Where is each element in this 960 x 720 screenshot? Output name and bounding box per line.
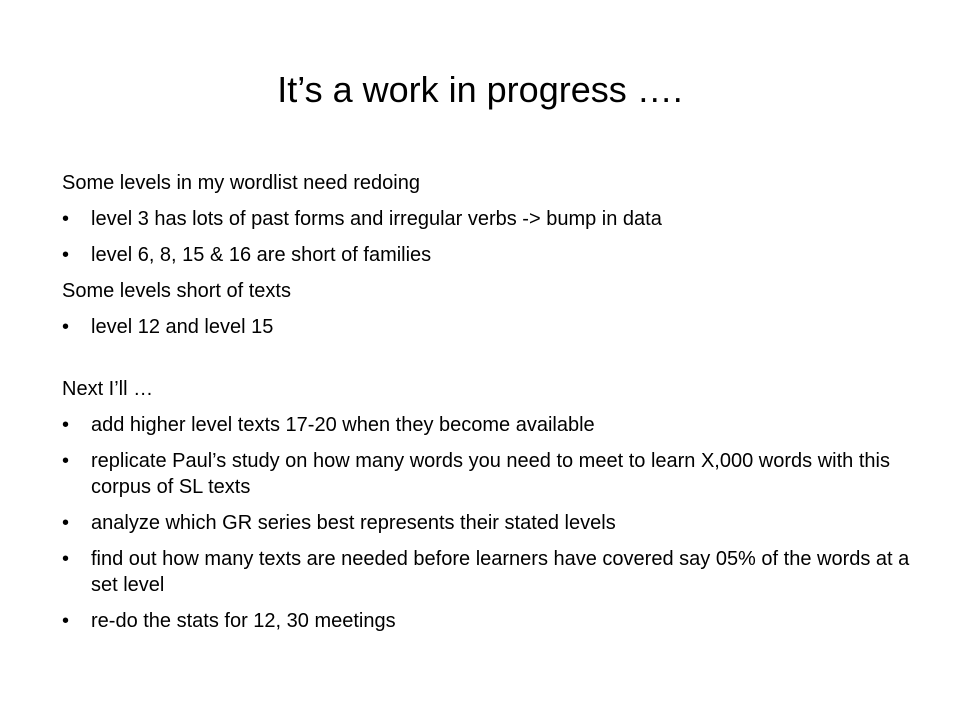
bullet-text: add higher level texts 17-20 when they become available: [91, 414, 595, 436]
bullet-item: [62, 546, 922, 598]
bullet-item: [62, 608, 922, 634]
bullet-dot: •: [62, 414, 70, 436]
section-heading-next: Next I’ll …: [62, 378, 154, 400]
bullet-text: re-do the stats for 12, 30 meetings: [91, 610, 396, 632]
bullet-dot: •: [62, 316, 70, 338]
bullet-text: analyze which GR series best represents their stated levels: [91, 512, 616, 534]
bullet-item: [62, 242, 922, 268]
bullet-item: [62, 448, 922, 500]
bullet-item: [62, 510, 922, 536]
section-heading-texts: Some levels short of texts: [62, 280, 291, 302]
slide-body: [62, 170, 922, 644]
bullet-text: level 12 and level 15: [91, 316, 274, 338]
bullet-item: [62, 412, 922, 438]
slide-title: It’s a work in progress ….: [277, 69, 683, 110]
bullet-text: level 6, 8, 15 & 16 are short of families: [91, 244, 432, 266]
bullet-item: [62, 314, 922, 340]
bullet-item: [62, 206, 922, 232]
bullet-dot: •: [62, 610, 70, 632]
section-heading-wordlist: Some levels in my wordlist need redoing: [62, 172, 420, 194]
bullet-text: find out how many texts are needed before learners have covered say 05% of the words at a set level: [91, 548, 910, 596]
bullet-dot: •: [62, 512, 70, 534]
bullet-dot: •: [62, 450, 70, 472]
bullet-dot: •: [62, 548, 70, 570]
bullet-text: level 3 has lots of past forms and irregular verbs -> bump in data: [91, 208, 662, 230]
bullet-dot: •: [62, 208, 70, 230]
bullet-text: replicate Paul’s study on how many words you need to meet to learn X,000 words with this corpus of SL texts: [91, 450, 890, 498]
bullet-dot: •: [62, 244, 70, 266]
